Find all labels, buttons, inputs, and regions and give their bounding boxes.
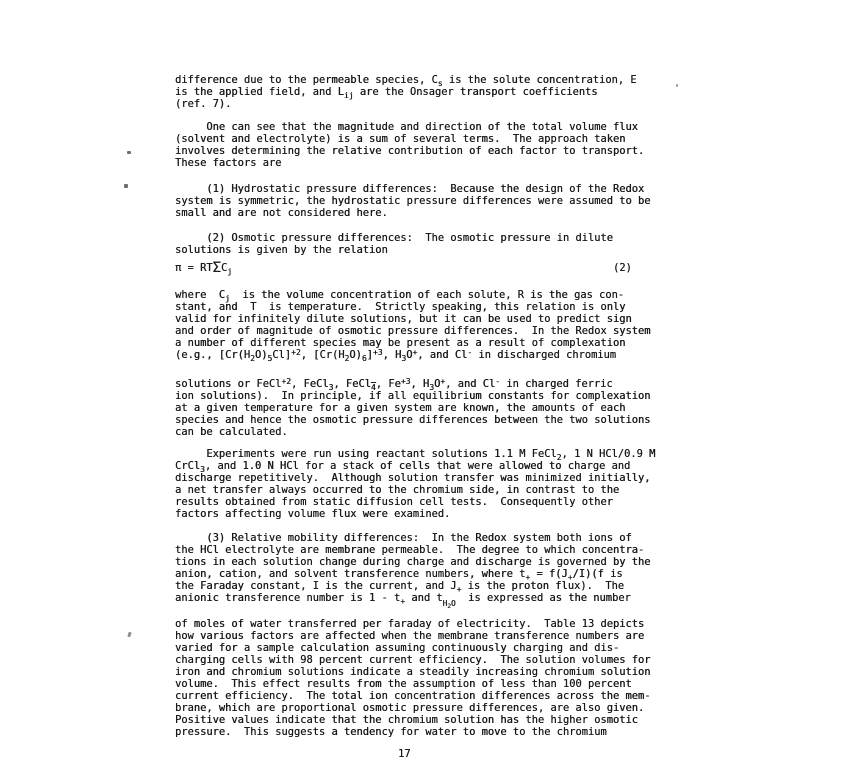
text-line <box>175 448 735 460</box>
text-line <box>175 472 735 484</box>
text-sup: - <box>467 347 473 357</box>
text-run: varied for a sample calculation assuming continuously charging and dis- <box>175 642 620 654</box>
text-run: , and Cl <box>445 378 496 390</box>
text-line <box>175 244 735 256</box>
scan-artifact <box>127 151 131 154</box>
text-line <box>175 207 735 219</box>
text-run: tions in each solution change during charge and discharge is governed by the <box>175 556 651 568</box>
text-sub: 3 <box>401 353 407 363</box>
text-run: (1) Hydrostatic pressure differences: Because the design of the Redox <box>175 183 645 195</box>
text-line <box>175 121 735 133</box>
scan-artifact <box>676 84 678 87</box>
text-line <box>175 630 735 642</box>
scan-artifact <box>124 184 128 188</box>
text-line <box>175 402 735 414</box>
text-run: in discharged chromium <box>472 349 617 361</box>
text-run: a net transfer always occurred to the chromium side, in contrast to the <box>175 484 620 496</box>
text-run: ion solutions). In principle, if all equilibrium constants for complexation <box>175 390 651 402</box>
text-run: involves determining the relative contribution of each factor to transport. <box>175 145 645 157</box>
text-line <box>175 726 735 738</box>
text-sub: 5 <box>267 353 273 363</box>
text-run: anion, cation, and solvent transference numbers, where t <box>175 568 526 580</box>
text-run: in charged ferric <box>500 378 613 390</box>
text-run: small and are not considered here. <box>175 207 388 219</box>
text-run: solutions is given by the relation <box>175 244 388 256</box>
text-line <box>175 157 735 169</box>
text-run: is the applied field, and L <box>175 86 344 98</box>
text-run: , and Cl <box>417 349 468 361</box>
text-run: , FeCl <box>333 378 371 390</box>
text-run: how various factors are affected when the membrane transference numbers are <box>175 630 645 642</box>
text-sub: 3 <box>328 382 334 392</box>
text-sub: 6 <box>361 353 367 363</box>
text-run: of moles of water transferred per faraday of electricity. Table 13 depicts <box>175 618 645 630</box>
text-run: = f(J <box>530 568 568 580</box>
text-run: O) <box>349 349 362 361</box>
text-run: volume. This effect results from the assumption of less than 100 percent <box>175 678 632 690</box>
text-run: , [Cr(H <box>300 349 345 361</box>
text-line <box>175 592 735 610</box>
text-line <box>175 678 735 690</box>
paragraph-p7 <box>175 448 735 520</box>
text-run: O <box>406 349 413 361</box>
text-line <box>175 690 735 702</box>
text-sub: 3 <box>429 382 435 392</box>
text-line <box>175 544 735 556</box>
text-line <box>175 580 735 592</box>
text-sub: + <box>400 596 406 606</box>
text-subsub: 2 <box>447 601 452 610</box>
text-sub: 2 <box>250 353 255 363</box>
text-run: , FeCl <box>291 378 329 390</box>
text-run: current efficiency. The total ion concentration differences across the mem- <box>175 690 651 702</box>
text-run: the Faraday constant, I is the current, and J <box>175 580 457 592</box>
text-line <box>175 183 735 195</box>
text-run: C <box>220 262 228 274</box>
text-sup: +3 <box>372 347 383 357</box>
text-sup: - <box>495 376 500 386</box>
text-line <box>175 145 735 157</box>
text-line <box>175 98 735 110</box>
text-run: , H <box>382 349 402 361</box>
text-run: results obtained from static diffusion cell tests. Consequently other <box>175 496 613 508</box>
text-line <box>175 426 735 438</box>
text-run: can be calculated. <box>175 426 288 438</box>
text-run: One can see that the magnitude and direction of the total volume flux <box>175 121 638 133</box>
text-line <box>175 313 735 325</box>
text-run: , H <box>410 378 430 390</box>
text-run: Experiments were run using reactant solutions 1.1 M FeCl <box>175 448 557 460</box>
paragraph-p8 <box>175 532 735 610</box>
text-run: , 1 N HCl/0.9 M <box>561 448 656 460</box>
text-run: and order of magnitude of osmotic pressure differences. In the Redox system <box>175 325 651 337</box>
text-line <box>175 232 735 244</box>
text-run: /I)(f is <box>572 568 623 580</box>
text-run: where C <box>175 289 226 301</box>
text-line <box>175 262 735 274</box>
text-run: Cl] <box>272 349 292 361</box>
text-line <box>175 378 735 390</box>
text-line <box>175 325 735 337</box>
text-run: valid for infinitely dilute solutions, but it can be used to predict sign <box>175 313 632 325</box>
text-run: (e.g., [Cr(H <box>175 349 251 361</box>
text-run: O <box>434 378 441 390</box>
text-sup: + <box>440 376 446 386</box>
text-line <box>175 508 735 520</box>
text-sub: + <box>525 572 531 582</box>
paragraph-p5 <box>175 289 735 361</box>
text-line <box>175 133 735 145</box>
text-run: factors affecting volume flux were examined. <box>175 508 451 520</box>
text-run: solutions or FeCl <box>175 378 282 390</box>
text-sub: 2 <box>344 353 350 363</box>
text-run: is the volume concentration of each solute, R is the gas con- <box>229 289 624 301</box>
text-run: at a given temperature for a given system are known, the amounts of each <box>175 402 626 414</box>
paragraph-eq <box>175 262 735 274</box>
text-line <box>175 414 735 426</box>
text-line <box>175 618 735 630</box>
text-sub: ij <box>343 90 354 100</box>
text-sub: + <box>456 584 462 594</box>
text-line <box>175 654 735 666</box>
text-big: Σ <box>212 260 221 276</box>
text-run: anionic transference number is 1 - t <box>175 592 401 604</box>
text-run: (ref. 7). <box>175 98 232 110</box>
text-run: the HCl electrolyte are membrane permeable. The degree to which concentra- <box>175 544 645 556</box>
text-run: system is symmetric, the hydrostatic pressure differences were assumed to be <box>175 195 651 207</box>
text-line <box>175 642 735 654</box>
text-run: ] <box>366 349 373 361</box>
paragraph-p4 <box>175 232 735 256</box>
text-line <box>175 301 735 313</box>
text-line <box>175 702 735 714</box>
text-run: stant, and T is temperature. Strictly speaking, this relation is only <box>175 301 626 313</box>
text-run: brane, which are proportional osmotic pressure differences, are also given. <box>175 702 645 714</box>
text-line <box>175 460 735 472</box>
text-subcap: O <box>451 598 456 608</box>
text-run: O) <box>254 349 268 361</box>
text-run: π = RT <box>175 262 213 274</box>
text-sub: + <box>567 572 573 582</box>
text-run: charging cells with 98 percent current efficiency. The solution volumes for <box>175 654 651 666</box>
text-sup: +2 <box>291 347 301 357</box>
text-sup: +3 <box>400 376 411 386</box>
paragraph-p9 <box>175 618 735 738</box>
text-line <box>175 337 735 349</box>
text-line <box>175 195 735 207</box>
text-line <box>175 349 735 361</box>
text-line <box>175 86 735 98</box>
text-run: CrCl <box>175 460 201 472</box>
text-run: (2) Osmotic pressure differences: The osmotic pressure in dilute <box>175 232 613 244</box>
text-run: , and 1.0 N HCl for a stack of cells that were allowed to charge and <box>204 460 631 472</box>
text-run: is the proton flux). The <box>461 580 624 592</box>
text-line <box>175 666 735 678</box>
text-line <box>175 568 735 580</box>
text-run: are the Onsager transport coefficients <box>353 86 598 98</box>
paragraph-p1 <box>175 74 735 110</box>
text-run: is the solute concentration, E <box>442 74 637 86</box>
text-line <box>175 74 735 86</box>
text-sub: j <box>227 266 233 276</box>
text-sub: 3 <box>200 464 205 474</box>
text-run: a number of different species may be present as a result of complexation <box>175 337 626 349</box>
text-run: (solvent and electrolyte) is a sum of several terms. The approach taken <box>175 133 626 145</box>
text-line <box>175 714 735 726</box>
text-run: pressure. This suggests a tendency for water to move to the chromium <box>175 726 607 738</box>
scan-artifact <box>127 632 131 638</box>
text-line <box>175 289 735 301</box>
text-eqno: (2) <box>613 262 632 274</box>
text-run: Positive values indicate that the chromium solution has the higher osmotic <box>175 714 638 726</box>
paragraph-p2 <box>175 121 735 169</box>
text-line <box>175 532 735 544</box>
text-run: difference due to the permeable species, C <box>175 74 438 86</box>
text-subbar: 4 <box>370 382 376 392</box>
paragraph-p3 <box>175 183 735 219</box>
text-run: and t <box>405 592 443 604</box>
text-run: , Fe <box>375 378 401 390</box>
text-run: is expressed as the number <box>455 592 631 604</box>
text-subcap: H <box>442 598 448 608</box>
text-line <box>175 496 735 508</box>
text-run: iron and chromium solutions indicate a steadily increasing chromium solution <box>175 666 651 678</box>
text-run: (3) Relative mobility differences: In the Redox system both ions of <box>175 532 632 544</box>
text-sub: s <box>437 78 443 88</box>
text-run: discharge repetitively. Although solution transfer was minimized initially, <box>175 472 651 484</box>
text-line <box>175 390 735 402</box>
page-number: 17 <box>398 748 411 760</box>
text-sup: +2 <box>281 376 291 386</box>
paragraph-p6 <box>175 378 735 438</box>
text-line <box>175 484 735 496</box>
text-run: These factors are <box>175 157 282 169</box>
text-sub: 2 <box>556 452 562 462</box>
text-line <box>175 556 735 568</box>
text-sup: + <box>412 347 418 357</box>
text-run: species and hence the osmotic pressure differences between the two solutions <box>175 414 651 426</box>
text-sub: j <box>225 293 230 303</box>
